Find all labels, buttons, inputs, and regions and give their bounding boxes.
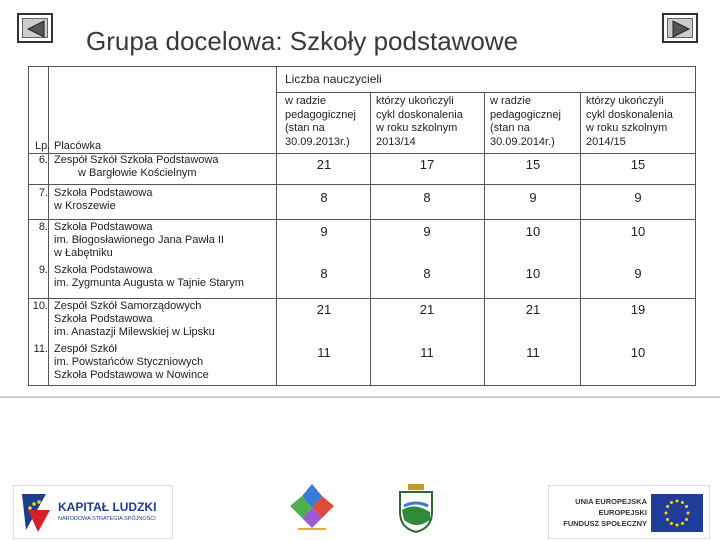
- row-number: 7.: [38, 187, 48, 199]
- table-divider: [28, 298, 696, 299]
- column-header-lp: Lp.: [35, 140, 51, 152]
- school-name: Zespół Szkół im. Powstańców Styczniowych Szkoła Podstawowa w Nowince: [54, 343, 209, 381]
- group-header: Liczba nauczycieli: [285, 72, 382, 86]
- table-divider: [484, 92, 485, 386]
- table-divider: [276, 92, 277, 386]
- table-cell: 9: [529, 190, 537, 205]
- page-title: Grupa docelowa: Szkoły podstawowe: [86, 26, 519, 56]
- previous-slide-button[interactable]: [17, 13, 53, 43]
- row-number: 10.: [32, 300, 48, 312]
- table-cell: 17: [419, 157, 435, 172]
- table-cell: 11: [526, 345, 540, 360]
- table-cell: 8: [423, 266, 431, 281]
- school-name: Szkoła Podstawowa w Kroszewie: [54, 187, 153, 212]
- table-divider: [580, 92, 581, 386]
- column-header-trained-2013: którzy ukończyli cykl doskonalenia w roku szkolnym 2013/14: [376, 95, 463, 148]
- triangle-left-icon: [26, 20, 46, 38]
- table-cell: 9: [634, 190, 642, 205]
- triangle-right-icon: [671, 20, 691, 38]
- column-header-trained-2014: którzy ukończyli cykl doskonalenia w roku szkolnym 2014/15: [586, 95, 673, 148]
- eu-fund-logo: [548, 485, 710, 539]
- school-name: Szkoła Podstawowa im. Zygmunta Augusta w Tajnie Starym: [54, 264, 244, 289]
- kapital-ludzki-title: KAPITAŁ LUDZKI: [58, 500, 157, 514]
- table-cell: 15: [525, 157, 541, 172]
- table-cell: 10: [630, 224, 646, 239]
- table-cell: 21: [419, 302, 435, 317]
- table-cell: 21: [316, 157, 332, 172]
- school-name: Szkoła Podstawowa im. Błogosławionego Jana Pawła II w Łabętniku: [54, 221, 224, 259]
- table-divider: [276, 66, 277, 92]
- kapital-ludzki-emblem-icon: [18, 490, 54, 534]
- table-cell: 9: [634, 266, 642, 281]
- table-cell: 8: [423, 190, 431, 205]
- table-cell: 9: [423, 224, 431, 239]
- eu-flag-icon: [651, 494, 703, 532]
- table-divider: [28, 184, 696, 185]
- next-slide-button[interactable]: [662, 13, 698, 43]
- kapital-ludzki-subtitle: NARODOWA STRATEGIA SPÓJNOŚCI: [58, 516, 156, 522]
- table-cell: 9: [320, 224, 328, 239]
- column-header-staff-2013: w radzie pedagogicznej (stan na 30.09.2013r.): [285, 95, 356, 148]
- column-header-staff-2014: w radzie pedagogicznej (stan na 30.09.2014r.): [490, 95, 561, 148]
- table-divider: [28, 219, 696, 220]
- school-name: Zespół Szkół Szkoła Podstawowa w Bargłowie Kościelnym: [54, 154, 219, 179]
- table-cell: 21: [316, 302, 332, 317]
- table-cell: 19: [630, 302, 646, 317]
- table-cell: 10: [630, 345, 646, 360]
- kapital-ludzki-logo: [13, 485, 173, 539]
- table-cell: 10: [525, 266, 541, 281]
- table-cell: 8: [320, 190, 328, 205]
- row-number: 8.: [38, 221, 48, 233]
- eu-text: UNIA EUROPEJSKA EUROPEJSKI FUNDUSZ SPOŁECZNY: [563, 497, 647, 528]
- row-number: 11.: [33, 343, 48, 355]
- coat-of-arms-logo: [396, 482, 436, 534]
- table-cell: 21: [525, 302, 541, 317]
- table-cell: 10: [525, 224, 541, 239]
- table-cell: 15: [630, 157, 646, 172]
- table-cell: 11: [420, 345, 434, 360]
- row-number: 6.: [38, 154, 48, 166]
- column-header-placowka: Placówka: [54, 140, 102, 152]
- table-cell: 8: [320, 266, 328, 281]
- footer-divider: [0, 396, 720, 398]
- school-name: Zespół Szkół Samorządowych Szkoła Podstawowa im. Anastazji Milewskiej w Lipsku: [54, 300, 215, 338]
- school-emblem-logo: [288, 482, 336, 532]
- row-number: 9.: [38, 264, 48, 276]
- table-divider: [370, 92, 371, 386]
- table-divider: [48, 66, 49, 386]
- table-cell: 11: [317, 345, 331, 360]
- table-divider: [276, 92, 696, 93]
